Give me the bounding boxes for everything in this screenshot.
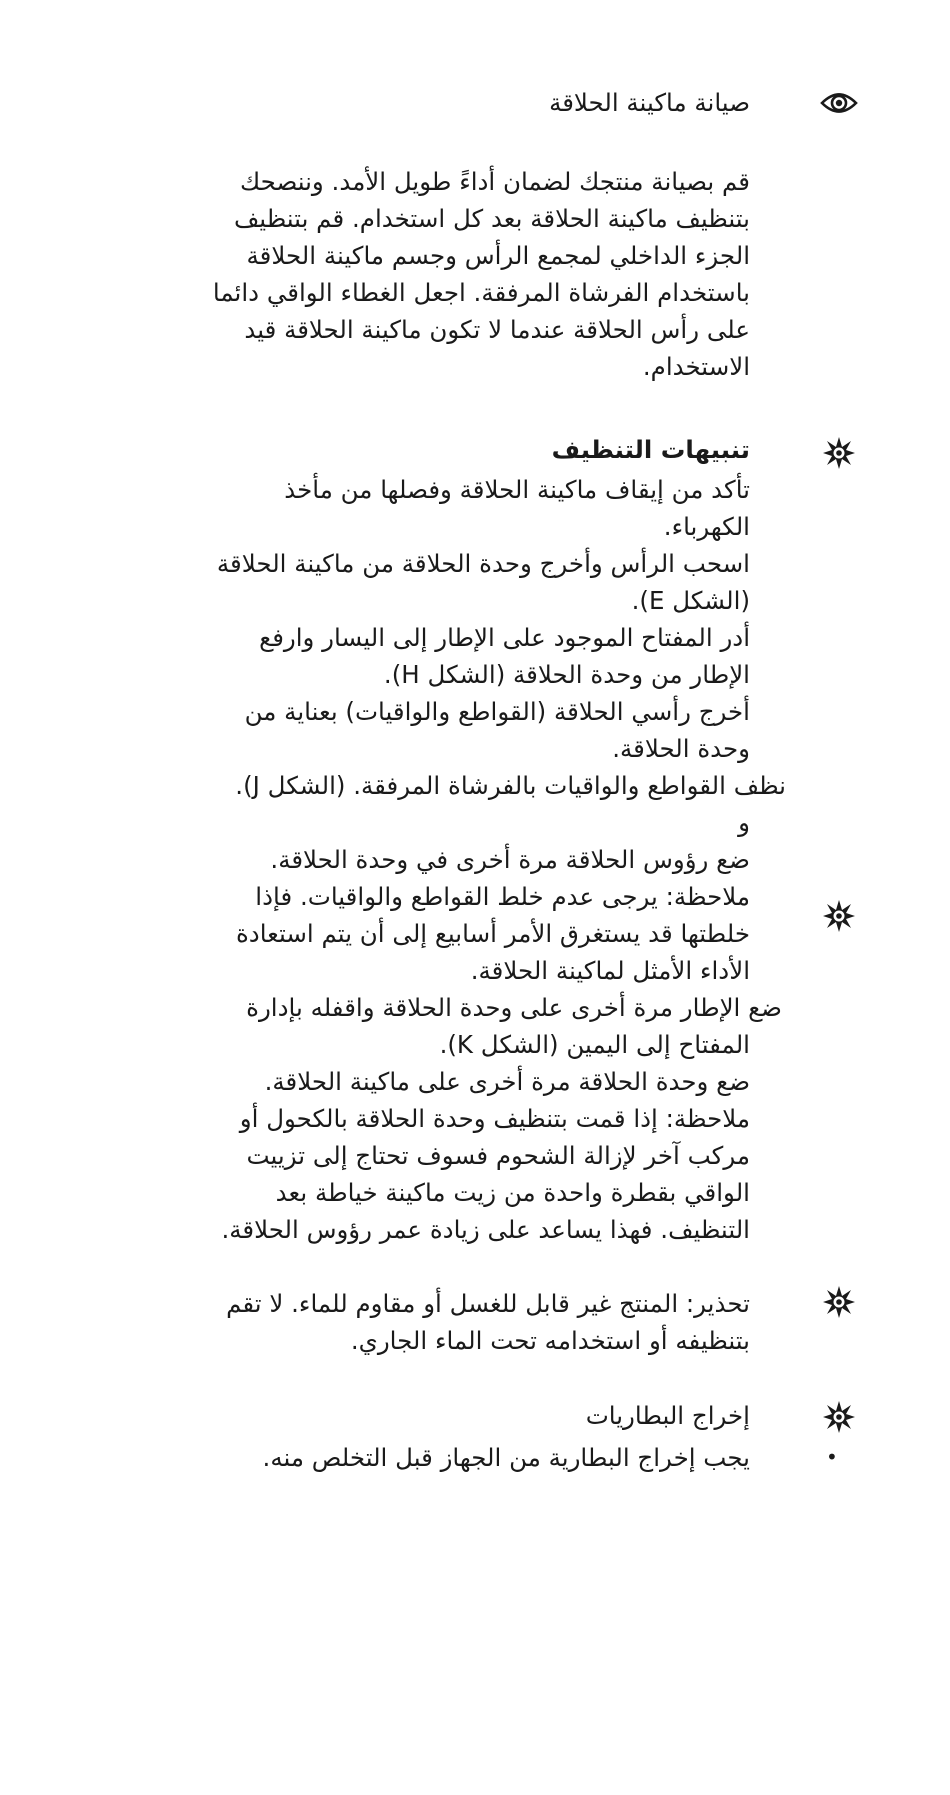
batteries-item-text: يجب إخراج البطارية من الجهاز قبل التخلص منه.	[262, 1443, 750, 1472]
warning-text	[160, 1285, 750, 1359]
starburst-icon	[820, 897, 858, 935]
step-line: ضع رؤوس الحلاقة مرة أخرى في وحدة الحلاقة.	[270, 845, 750, 874]
step-line: ضع وحدة الحلاقة مرة أخرى على ماكينة الحلاقة.	[264, 1067, 750, 1096]
note-line: ملاحظة: يرجى عدم خلط القواطع والواقيات. فإذا	[255, 882, 750, 911]
note-line: خلطتها قد يستغرق الأمر أسابيع إلى أن يتم استعادة	[235, 919, 750, 948]
maintenance-paragraph	[160, 163, 750, 385]
step-line: و	[738, 808, 750, 837]
note-line: الأداء الأمثل لماكينة الحلاقة.	[470, 956, 750, 985]
step-line: أدر المفتاح الموجود على الإطار إلى اليسار وارفع	[259, 623, 750, 652]
step-line: اسحب الرأس وأخرج وحدة الحلاقة من ماكينة الحلاقة	[216, 549, 750, 578]
paragraph-line: على رأس الحلاقة عندما لا تكون ماكينة الحلاقة قيد	[244, 315, 750, 344]
step-line: الإطار من وحدة الحلاقة (الشكل H).	[383, 660, 750, 689]
maintenance-title	[160, 84, 750, 121]
step-line: الواقي بقطرة واحدة من زيت ماكينة خياطة بعد	[275, 1178, 750, 1207]
step-line: التنظيف. فهذا يساعد على زيادة عمر رؤوس الحلاقة.	[221, 1215, 750, 1244]
step-line: المفتاح إلى اليمين (الشكل K).	[439, 1030, 750, 1059]
paragraph-line: الاستخدام.	[642, 352, 750, 381]
eye-icon	[820, 84, 858, 122]
step-line: أخرج رأسي الحلاقة (القواطع والواقيات) بعناية من	[244, 697, 750, 726]
paragraph-line: قم بصيانة منتجك لضمان أداءً طويل الأمد. وننصحك	[240, 167, 750, 196]
cleaning-title-text: تنبيهات التنظيف	[551, 435, 750, 464]
warning-line: تحذير: المنتج غير قابل للغسل أو مقاوم للماء. لا تقم	[226, 1289, 750, 1318]
cleaning-steps-continued	[160, 989, 782, 1248]
starburst-icon	[820, 1283, 858, 1321]
bullet: •	[826, 1445, 838, 1469]
cleaning-steps	[160, 471, 786, 878]
paragraph-line: الجزء الداخلي لمجمع الرأس وجسم ماكينة الحلاقة	[246, 241, 750, 270]
step-line: نظف القواطع والواقيات بالفرشاة المرفقة. (الشكل J).	[235, 771, 786, 800]
batteries-title-text: إخراج البطاريات	[585, 1401, 750, 1430]
cleaning-title	[160, 431, 750, 468]
step-line: وحدة الحلاقة.	[612, 734, 750, 763]
paragraph-line: باستخدام الفرشاة المرفقة. اجعل الغطاء الواقي دائما	[212, 278, 750, 307]
warning-line: بتنظيفه أو استخدامه تحت الماء الجاري.	[350, 1326, 750, 1355]
step-line: الكهرباء.	[663, 512, 750, 541]
batteries-title	[160, 1397, 750, 1434]
paragraph-line: بتنظيف ماكينة الحلاقة بعد كل استخدام. قم بتنظيف	[233, 204, 750, 233]
batteries-item	[160, 1439, 750, 1476]
step-line: ضع الإطار مرة أخرى على وحدة الحلاقة واقفله بإدارة	[246, 993, 782, 1022]
step-line: ملاحظة: إذا قمت بتنظيف وحدة الحلاقة بالكحول أو	[239, 1104, 750, 1133]
step-line: (الشكل E).	[631, 586, 750, 615]
step-line: تأكد من إيقاف ماكينة الحلاقة وفصلها من مأخذ	[284, 475, 750, 504]
maintenance-title-text: صيانة ماكينة الحلاقة	[549, 88, 750, 117]
starburst-icon	[820, 434, 858, 472]
note-mixing	[160, 878, 750, 989]
step-line: مركب آخر لإزالة الشحوم فسوف تحتاج إلى تزييت	[246, 1141, 750, 1170]
starburst-icon	[820, 1398, 858, 1436]
